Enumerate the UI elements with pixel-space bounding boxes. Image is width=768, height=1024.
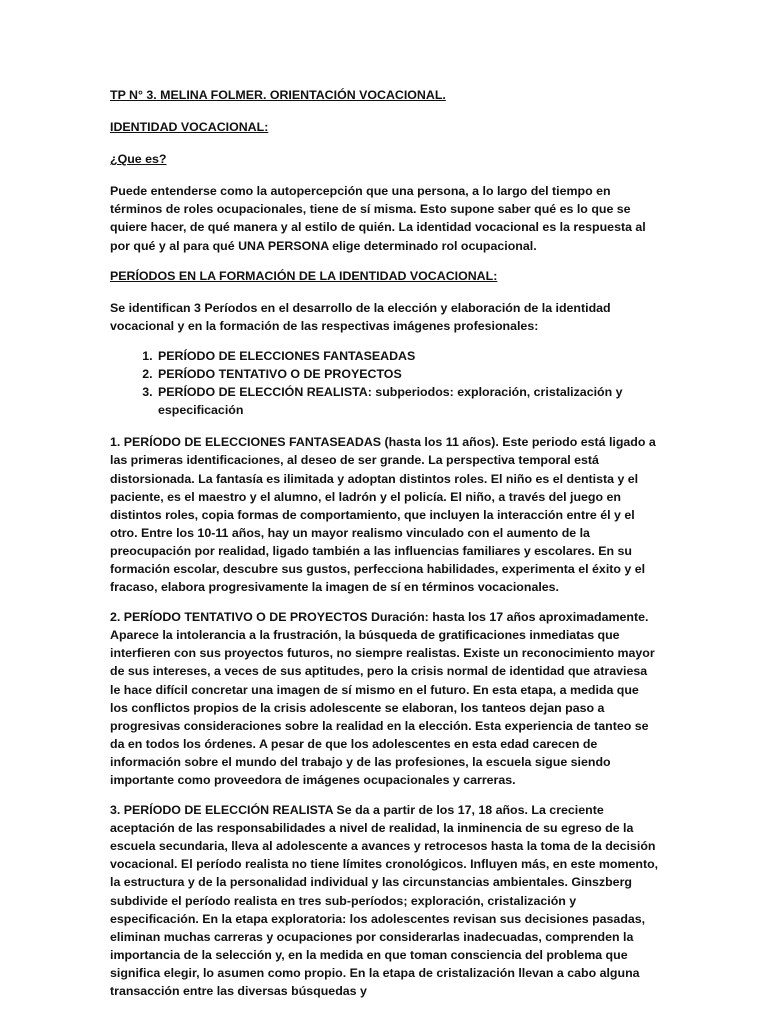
section-subheading-que-es: ¿Que es?	[110, 152, 167, 167]
periodo-3-text-c: exploratoria	[271, 911, 343, 926]
paragraph-periodos-intro: Se identifican 3 Períodos en el desarrollo de la elección y elaboración de la identidad vocacional y en la formación de las respectivas imágenes profesionales:	[110, 300, 611, 333]
periodo-3-text-e: cristalización	[436, 965, 515, 980]
periodo-3-lead: 3. PERÍODO DE ELECCIÓN REALISTA	[110, 803, 334, 818]
document-title: TP N° 3. MELINA FOLMER. ORIENTACIÓN VOCACIONAL.	[110, 88, 446, 102]
paragraph-periodo-1	[110, 433, 660, 596]
periodo-3-text-a: Se da a partir de los 17, 18 años. La creciente aceptación de las responsabilidades a nivel de realidad, la inminencia de su egreso de la escuela secundaria, lleva al adolescente a avances y retrocesos hasta la toma de la decisión vocacional. El período realista no tiene límites cronológicos. Influyen más, en este momento, la estructura y de la personalidad individual y las circunstancias ambientales. Ginszberg subdivide el período realista en tres sub-períodos;	[110, 803, 659, 908]
paragraph-periodo-3	[110, 801, 660, 1000]
periodo-3-text-d: : los adolescentes revisan sus decisiones pasadas, eliminan muchas carreras y ocupaciones por considerarlas inadecuadas, comprenden la importancia de la selección y, en la medida en que toman consciencia del problema que significa elegir, lo asumen como propio. En la etapa de	[110, 911, 646, 980]
list-item: 1. PERÍODO DE ELECCIONES FANTASEADAS	[156, 347, 660, 365]
list-item: 2. PERÍODO TENTATIVO O DE PROYECTOS	[156, 365, 660, 383]
paragraph-definicion: Puede entenderse como la autopercepción que una persona, a lo largo del tiempo en términos de roles ocupacionales, tiene de sí misma. Esto supone saber qué es lo que se quiere hacer, de qué manera y al estilo de quién. La identidad vocacional es la respuesta al por qué y al para qué UNA PERSONA elige determinado rol ocupacional.	[110, 184, 646, 253]
periodo-3-text-f: llevan a cabo alguna transacción entre las diversas búsquedas y	[110, 965, 640, 999]
section-heading-periodos: PERÍODOS EN LA FORMACIÓN DE LA IDENTIDAD VOCACIONAL:	[110, 268, 498, 283]
periodo-1-lead: 1. PERÍODO DE ELECCIONES FANTASEADAS	[110, 435, 382, 450]
periods-list	[110, 347, 660, 419]
periodo-2-lead: 2. PERÍODO TENTATIVO O DE PROYECTOS	[110, 610, 368, 625]
paragraph-periodo-2	[110, 608, 660, 789]
document-page	[110, 86, 660, 1012]
periodo-1-text: (hasta los 11 años). Este periodo está ligado a las primeras identificaciones, al deseo de ser grande. La perspectiva temporal está distorsionada. La fantasía es ilimitada y adoptan distintos roles. El niño es el dentista y el paciente, es el maestro y el alumno, el ladrón y el policía. El niño, a través del juego en distintos roles, copia formas de comportamiento, que incluyen la interacción entre él y el otro. Entre los 10-11 años, hay un mayor realismo vinculado con el aumento de la preocupación por realidad, ligado también a las influencias familiares y escolares. En su formación escolar, descubre sus gustos, perfecciona habilidades, experimenta el éxito y el fracaso, elabora progresivamente la imagen de sí en términos vocacionales.	[110, 435, 656, 595]
list-item: 3. PERÍODO DE ELECCIÓN REALISTA: subperiodos: exploración, cristalización y especificación	[156, 383, 660, 419]
section-heading-identidad: IDENTIDAD VOCACIONAL:	[110, 120, 269, 135]
periodo-3-text-b: exploración, cristalización y especificación. En la etapa	[110, 893, 577, 926]
periodo-2-text: Duración: hasta los 17 años aproximadamente. Aparece la intolerancia a la frustración, la búsqueda de gratificaciones inmediatas que interfieren con sus proyectos futuros, no siempre realistas. Existe un reconocimiento mayor de sus intereses, a veces de sus aptitudes, pero la crisis normal de identidad que atraviesa le hace difícil concretar una imagen de sí mismo en el futuro. En esta etapa, a medida que los conflictos propios de la crisis adolescente se elaboran, los tanteos dejan paso a progresivas consideraciones sobre la realidad en la elección. Esta experiencia de tanteo se da en todos los órdenes. A pesar de que los adolescentes en esta edad carecen de información sobre el mundo del trabajo y de las profesiones, la escuela sigue siendo importante como proveedora de imágenes ocupacionales y carreras.	[110, 610, 655, 787]
